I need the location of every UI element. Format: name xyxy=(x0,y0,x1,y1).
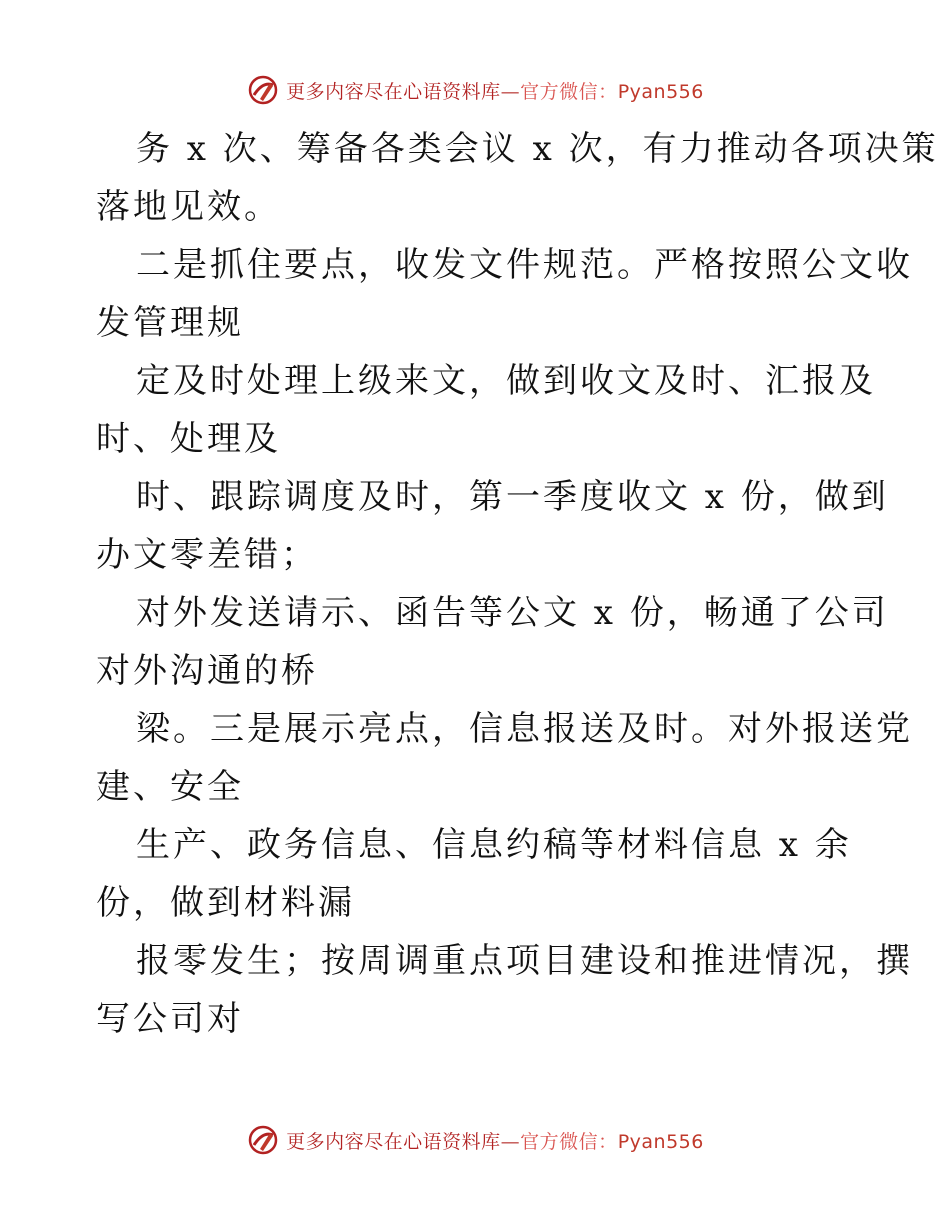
footer-wechat-label: 官方微信： xyxy=(520,1130,618,1153)
footer-dash: — xyxy=(500,1130,521,1153)
text-line: 定及时处理上级来文，做到收文及时、汇报及 xyxy=(136,361,876,401)
header-watermark xyxy=(0,70,950,110)
text-line: 对外发送请示、函告等公文 x 份，畅通了公司 xyxy=(136,593,889,633)
text-line: 对外沟通的桥 xyxy=(96,651,318,691)
header-wechat-id: Pyan556 xyxy=(617,80,704,103)
text-line: 发管理规 xyxy=(96,303,244,343)
pen-logo-icon xyxy=(246,1123,280,1157)
text-line: 办文零差错； xyxy=(96,535,318,575)
header-wechat-label: 官方微信： xyxy=(520,80,618,103)
header-dash: — xyxy=(500,80,521,103)
pen-logo-icon xyxy=(246,73,280,107)
text-line: 时、跟踪调度及时，第一季度收文 x 份，做到 xyxy=(136,477,889,517)
footer-wechat-id: Pyan556 xyxy=(617,1130,704,1153)
text-line: 份，做到材料漏 xyxy=(96,883,355,923)
document-body xyxy=(96,120,939,1048)
text-line: 二是抓住要点，收发文件规范。严格按照公文收 xyxy=(136,245,913,285)
header-site-text: 更多内容尽在心语资料库 xyxy=(286,80,501,103)
text-line: 梁。三是展示亮点，信息报送及时。对外报送党 xyxy=(136,709,913,749)
text-line: 落地见效。 xyxy=(96,187,281,227)
text-line: 写公司对 xyxy=(96,999,244,1039)
text-line: 生产、政务信息、信息约稿等材料信息 x 余 xyxy=(136,825,852,865)
text-line: 建、安全 xyxy=(96,767,244,807)
text-line: 报零发生；按周调重点项目建设和推进情况，撰 xyxy=(136,941,913,981)
text-line: 时、处理及 xyxy=(96,419,281,459)
footer-site-text: 更多内容尽在心语资料库 xyxy=(286,1130,501,1153)
text-line: 务 x 次、筹备各类会议 x 次，有力推动各项决策 xyxy=(136,129,939,169)
header-watermark-text xyxy=(286,77,704,104)
footer-watermark xyxy=(0,1120,950,1160)
footer-watermark-text xyxy=(286,1127,704,1154)
